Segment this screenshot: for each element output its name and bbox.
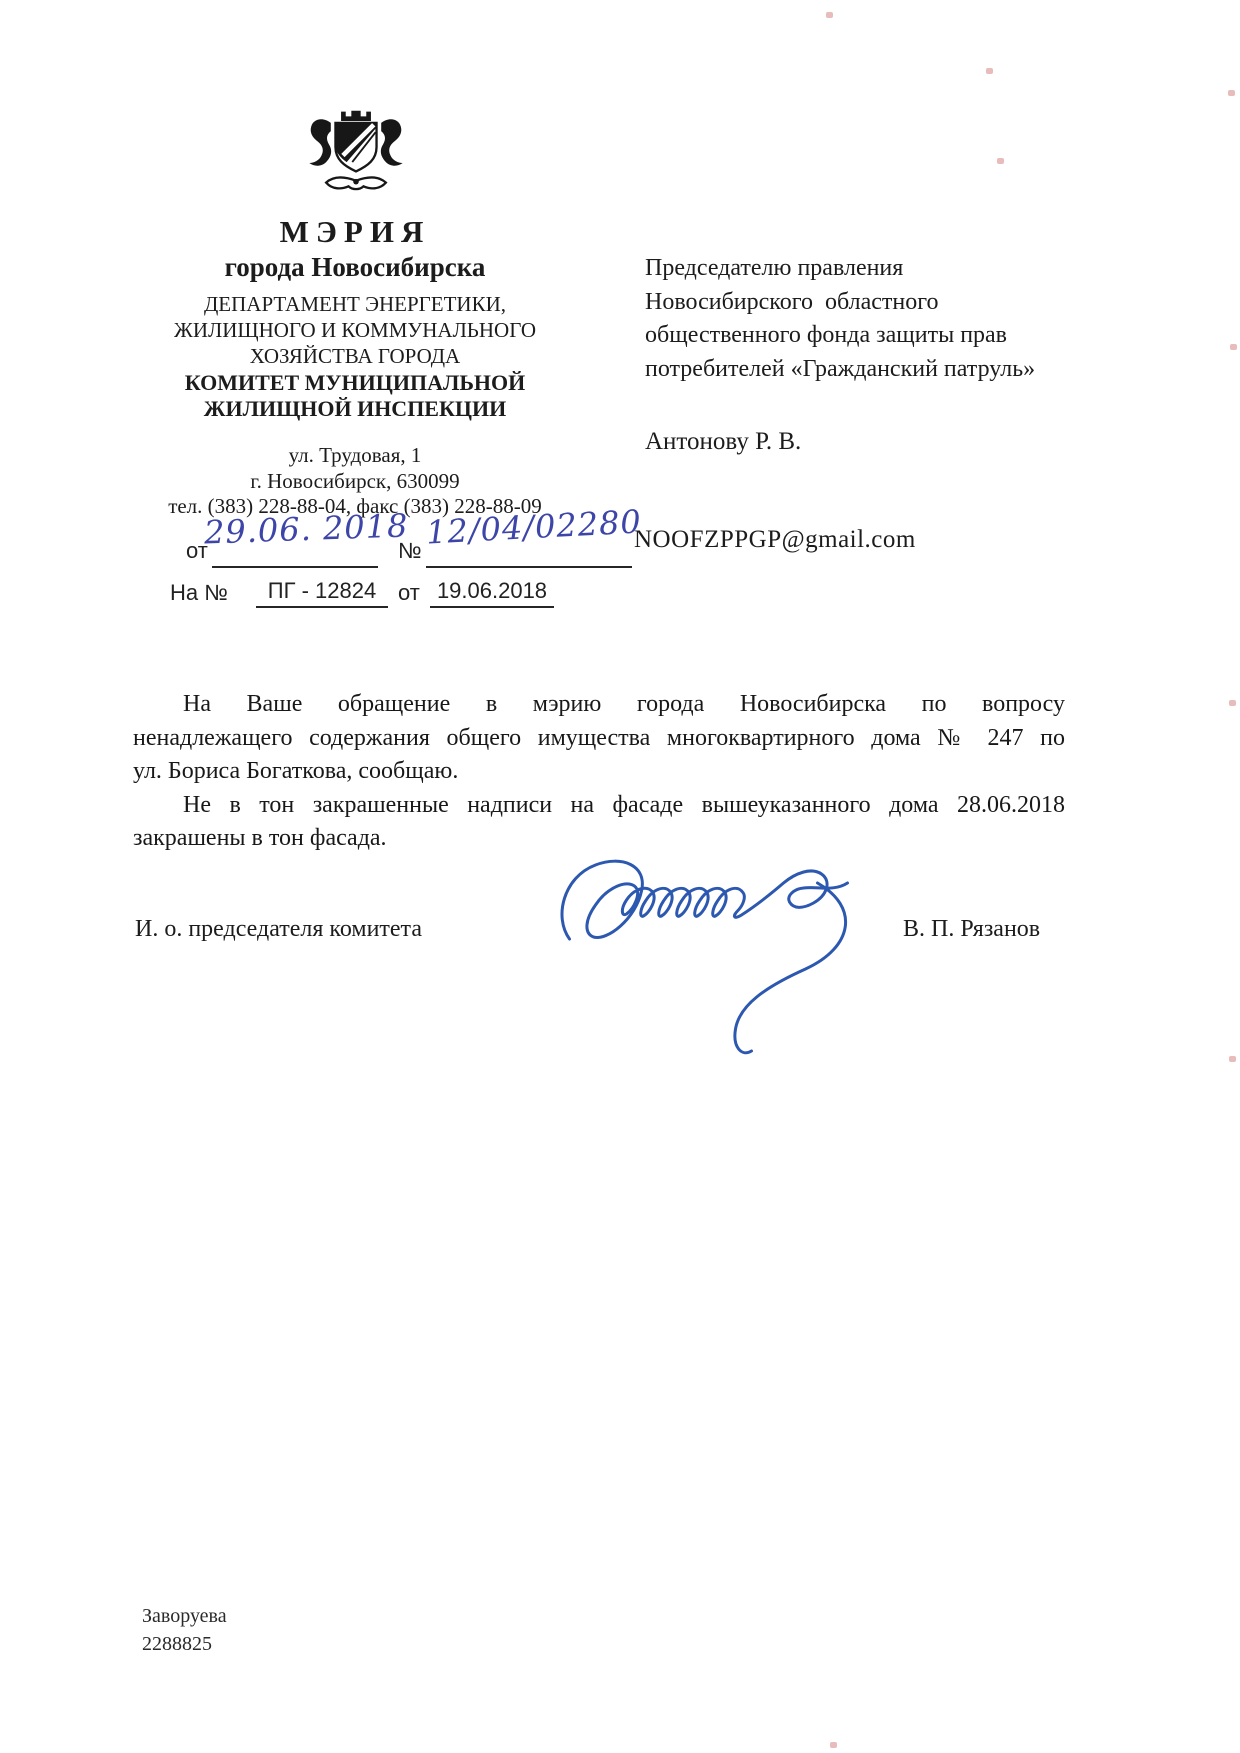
outgoing-from-label: от — [186, 538, 208, 563]
novosibirsk-coat-of-arms-icon — [300, 100, 412, 198]
executor-phone: 2288825 — [142, 1633, 212, 1655]
scan-artifact-dot — [830, 1742, 837, 1748]
body-line: Не в тон закрашенные надписи на фасаде вышеуказанного дома 28.06.2018 — [183, 791, 1065, 818]
recipient-email: NOOFZPPGP@gmail.com — [634, 526, 916, 553]
committee-line: ЖИЛИЩНОЙ ИНСПЕКЦИИ — [203, 396, 507, 421]
department-name — [95, 291, 615, 369]
recipient-line: общественного фонда защиты прав — [645, 322, 1008, 348]
recipient-name: Антонову Р. В. — [645, 428, 802, 455]
org-title: МЭРИЯ — [279, 214, 431, 249]
body-line: ул. Бориса Богаткова, сообщаю. — [133, 758, 459, 784]
address-phone-fax: тел. (383) 228-88-04, факс (383) 228-88-09 — [168, 494, 542, 518]
outgoing-date-handwritten: 29.06. 2018 — [203, 506, 409, 552]
ribbon-knot — [353, 179, 359, 185]
address-street: ул. Трудовая, 1 — [288, 443, 422, 467]
executor-name: Заворуева — [142, 1605, 227, 1627]
outgoing-number-handwritten: 12/04/02280 — [425, 502, 643, 552]
body-line: закрашены в тон фасада. — [133, 825, 387, 851]
recipient-line: Председателю правления — [645, 255, 904, 281]
signer-position-title: И. о. председателя комитета — [135, 916, 422, 942]
signature — [553, 843, 898, 1093]
scan-artifact-dot — [986, 68, 993, 74]
department-line: ДЕПАРТАМЕНТ ЭНЕРГЕТИКИ, — [203, 292, 507, 316]
reply-date: 19.06.2018 — [430, 576, 554, 608]
scan-artifact-dot — [1229, 700, 1236, 706]
committee-name — [95, 370, 615, 422]
left-supporter — [309, 119, 331, 165]
coat-of-arms — [300, 100, 412, 198]
org-subtitle: города Новосибирска — [224, 252, 486, 282]
executor-block — [142, 1602, 227, 1658]
reply-number: ПГ - 12824 — [256, 576, 388, 608]
scan-artifact-dot — [997, 158, 1004, 164]
signer-name: В. П. Рязанов — [903, 916, 1041, 942]
signature-main-stroke — [562, 861, 848, 939]
scan-artifact-dot — [1230, 344, 1237, 350]
body-line: ненадлежащего содержания общего имущества многоквартирного дома № 247 по — [133, 724, 1065, 751]
letter-body — [133, 688, 1065, 856]
scan-artifact-dot — [1229, 1056, 1236, 1062]
recipient-line: Новосибирского областного — [645, 288, 939, 315]
outgoing-number-label: № — [398, 538, 422, 563]
scan-artifact-dot — [1228, 90, 1235, 96]
address-city: г. Новосибирск, 630099 — [250, 468, 460, 493]
department-line: ЖИЛИЩНОГО И КОММУНАЛЬНОГО — [174, 318, 536, 342]
scan-artifact-dot — [826, 12, 833, 18]
body-line: На Ваше обращение в мэрию города Новосибирска по вопросу — [183, 691, 1065, 717]
reply-to-label: На № — [170, 580, 228, 605]
crown-shape — [341, 111, 371, 121]
recipient-line: потребителей «Гражданский патруль» — [645, 355, 1036, 382]
reply-from-label: от — [398, 580, 420, 605]
committee-line: КОМИТЕТ МУНИЦИПАЛЬНОЙ — [184, 370, 526, 395]
signature-icon — [553, 843, 898, 1093]
recipient-block — [645, 252, 1035, 386]
right-supporter — [381, 119, 403, 165]
department-line: ХОЗЯЙСТВА ГОРОДА — [249, 344, 461, 368]
